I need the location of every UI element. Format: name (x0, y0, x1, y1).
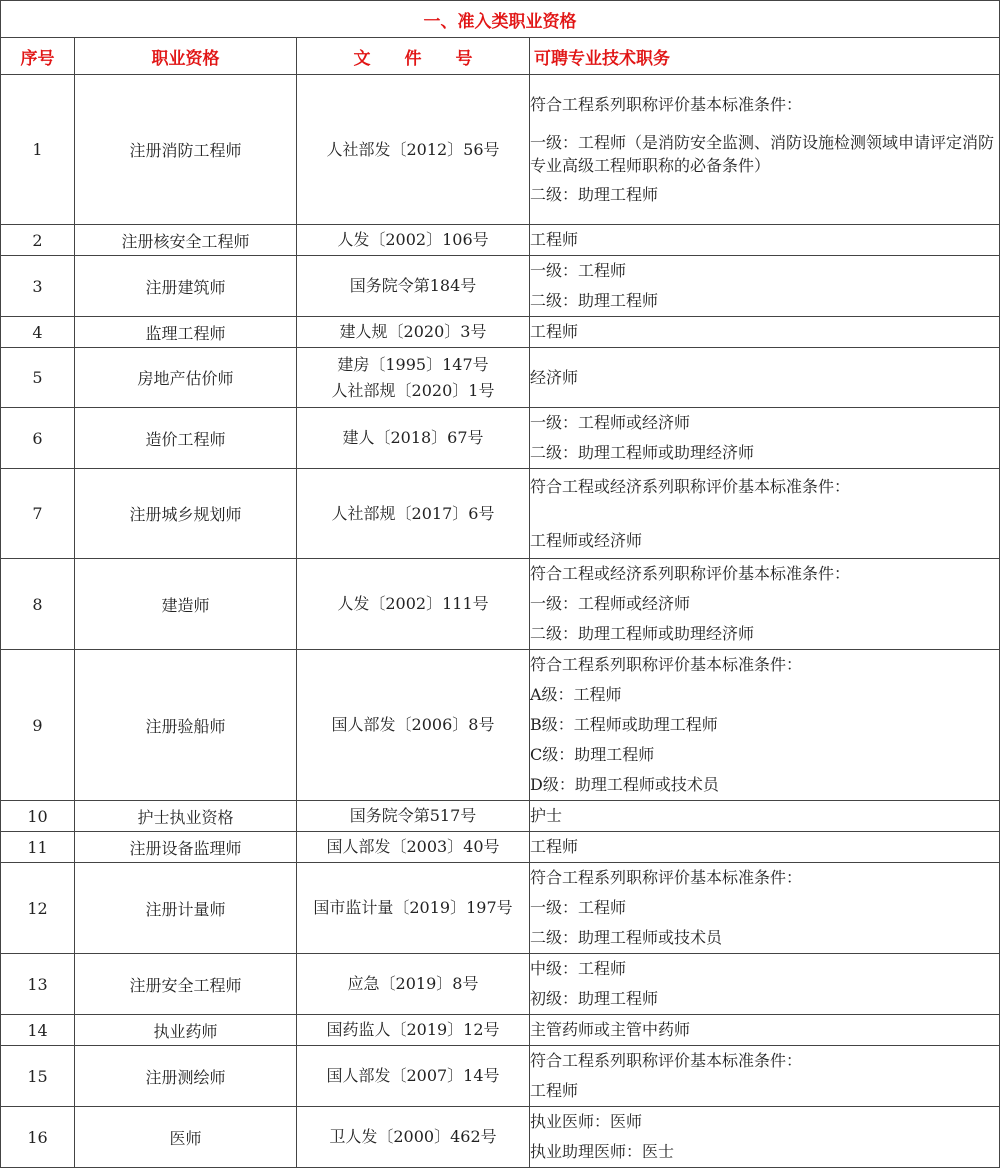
table-row (1, 559, 1000, 650)
duty-line: 一级：工程师或经济师 (530, 594, 691, 613)
row-seq: 2 (1, 225, 75, 256)
row-document (297, 348, 530, 408)
document-number: 人社部发〔2012〕56号 (326, 139, 500, 159)
duty-line: 初级：助理工程师 (530, 989, 659, 1008)
row-document (297, 559, 530, 650)
table-row (1, 1107, 1000, 1168)
duty-line: 二级：助理工程师 (530, 291, 659, 310)
row-seq: 12 (1, 863, 75, 954)
duty-line: 工程师或经济师 (530, 530, 643, 550)
row-duties (530, 1046, 1000, 1107)
duty-line: C级：助理工程师 (530, 745, 655, 764)
row-seq: 11 (1, 832, 75, 863)
duty-line: 一级：工程师 (530, 898, 627, 917)
row-duties (530, 1107, 1000, 1168)
duty-line: 护士 (530, 806, 563, 825)
row-duties (530, 225, 1000, 256)
row-qualification: 注册核安全工程师 (75, 225, 297, 256)
duty-line: 工程师 (530, 230, 579, 249)
duty-line: 工程师 (530, 837, 579, 856)
row-duties (530, 75, 1000, 225)
header-document: 文 件 号 (297, 38, 530, 75)
document-number: 国务院令第184号 (349, 276, 477, 295)
duty-line: 符合工程系列职称评价基本标准条件： (530, 868, 803, 887)
duty-line: 二级：助理工程师或技术员 (530, 928, 723, 947)
duty-line: 符合工程或经济系列职称评价基本标准条件： (530, 564, 851, 583)
row-duties (530, 832, 1000, 863)
table-row (1, 256, 1000, 317)
row-document (297, 1015, 530, 1046)
document-number: 人社部规〔2020〕1号 (331, 380, 495, 400)
duty-line: 符合工程系列职称评价基本标准条件： (530, 1051, 803, 1070)
document-number: 国市监计量〔2019〕197号 (313, 898, 513, 917)
document-number: 人社部规〔2017〕6号 (331, 503, 495, 523)
row-document (297, 832, 530, 863)
row-seq: 13 (1, 954, 75, 1015)
duty-line: D级：助理工程师或技术员 (530, 775, 719, 794)
document-number: 人发〔2002〕106号 (337, 230, 489, 249)
document-number: 建房〔1995〕147号 (337, 354, 489, 374)
row-document (297, 469, 530, 559)
row-seq: 14 (1, 1015, 75, 1046)
row-document (297, 256, 530, 317)
row-qualification: 护士执业资格 (75, 801, 297, 832)
table-row (1, 469, 1000, 559)
row-duties (530, 469, 1000, 559)
document-number: 人发〔2002〕111号 (337, 594, 489, 613)
row-seq: 5 (1, 348, 75, 408)
table-row (1, 75, 1000, 225)
duty-line: 执业助理医师：医士 (530, 1142, 675, 1161)
duty-line: 符合工程系列职称评价基本标准条件： (530, 94, 803, 114)
row-document (297, 75, 530, 225)
table-row (1, 1046, 1000, 1107)
row-seq: 6 (1, 408, 75, 469)
duty-line: 符合工程系列职称评价基本标准条件： (530, 655, 803, 674)
table-row (1, 317, 1000, 348)
row-qualification: 注册建筑师 (75, 256, 297, 317)
table-row (1, 832, 1000, 863)
row-duties (530, 408, 1000, 469)
document-number: 卫人发〔2000〕462号 (329, 1127, 497, 1146)
row-seq: 15 (1, 1046, 75, 1107)
row-qualification: 医师 (75, 1107, 297, 1168)
document-number: 建人〔2018〕67号 (342, 428, 484, 447)
row-seq: 3 (1, 256, 75, 317)
row-qualification: 注册安全工程师 (75, 954, 297, 1015)
table-row (1, 650, 1000, 801)
document-number: 国人部发〔2006〕8号 (331, 715, 495, 734)
duty-line: 执业医师：医师 (530, 1112, 643, 1131)
document-number: 国药监人〔2019〕12号 (326, 1020, 500, 1039)
table-row (1, 954, 1000, 1015)
row-document (297, 650, 530, 801)
row-qualification: 注册计量师 (75, 863, 297, 954)
table-row (1, 408, 1000, 469)
row-document (297, 954, 530, 1015)
duty-line: 二级：助理工程师或助理经济师 (530, 443, 755, 462)
duty-line: 二级：助理工程师 (530, 184, 659, 204)
document-number: 国务院令第517号 (349, 806, 477, 825)
header-qualification: 职业资格 (75, 38, 297, 75)
duty-line: 一级：工程师或经济师 (530, 413, 691, 432)
header-seq: 序号 (1, 38, 75, 75)
row-duties (530, 1015, 1000, 1046)
row-qualification: 注册测绘师 (75, 1046, 297, 1107)
row-qualification: 注册验船师 (75, 650, 297, 801)
row-duties (530, 801, 1000, 832)
row-qualification: 注册消防工程师 (75, 75, 297, 225)
duty-line: 一级：工程师（是消防安全监测、消防设施检测领域申请评定消防专业高级工程师职称的必备条件） (530, 132, 995, 175)
row-seq: 10 (1, 801, 75, 832)
duty-line: 工程师 (530, 1081, 579, 1100)
row-qualification: 注册设备监理师 (75, 832, 297, 863)
header-row (1, 38, 1000, 75)
row-document (297, 408, 530, 469)
row-duties (530, 348, 1000, 408)
row-duties (530, 317, 1000, 348)
row-duties (530, 559, 1000, 650)
document-number: 国人部发〔2003〕40号 (326, 837, 500, 856)
row-qualification: 建造师 (75, 559, 297, 650)
table-row (1, 1015, 1000, 1046)
duty-line: 主管药师或主管中药师 (530, 1020, 691, 1039)
row-qualification: 执业药师 (75, 1015, 297, 1046)
duty-line: A级：工程师 (530, 685, 622, 704)
row-duties (530, 256, 1000, 317)
table-row (1, 225, 1000, 256)
row-seq: 16 (1, 1107, 75, 1168)
table-row (1, 863, 1000, 954)
row-document (297, 1107, 530, 1168)
table-body (1, 75, 1000, 1168)
duty-line: 中级：工程师 (530, 959, 627, 978)
row-seq: 1 (1, 75, 75, 225)
duty-line: B级：工程师或助理工程师 (530, 715, 718, 734)
row-qualification: 造价工程师 (75, 408, 297, 469)
row-qualification: 注册城乡规划师 (75, 469, 297, 559)
row-seq: 7 (1, 469, 75, 559)
document-number: 应急〔2019〕8号 (347, 974, 479, 993)
table-row (1, 348, 1000, 408)
row-duties (530, 863, 1000, 954)
row-document (297, 1046, 530, 1107)
row-qualification: 房地产估价师 (75, 348, 297, 408)
row-seq: 9 (1, 650, 75, 801)
table-title: 一、准入类职业资格 (1, 1, 1000, 38)
table-row (1, 801, 1000, 832)
row-duties (530, 954, 1000, 1015)
row-document (297, 801, 530, 832)
duty-line: 工程师 (530, 322, 579, 341)
row-seq: 8 (1, 559, 75, 650)
duty-line: 经济师 (530, 367, 579, 387)
row-seq: 4 (1, 317, 75, 348)
duty-line: 符合工程或经济系列职称评价基本标准条件： (530, 476, 851, 496)
document-number: 国人部发〔2007〕14号 (326, 1066, 500, 1085)
row-document (297, 225, 530, 256)
row-document (297, 863, 530, 954)
row-document (297, 317, 530, 348)
duty-line: 一级：工程师 (530, 261, 627, 280)
row-qualification: 监理工程师 (75, 317, 297, 348)
duty-line: 二级：助理工程师或助理经济师 (530, 624, 755, 643)
header-duties: 可聘专业技术职务 (530, 38, 1000, 75)
row-duties (530, 650, 1000, 801)
document-number: 建人规〔2020〕3号 (339, 322, 487, 341)
